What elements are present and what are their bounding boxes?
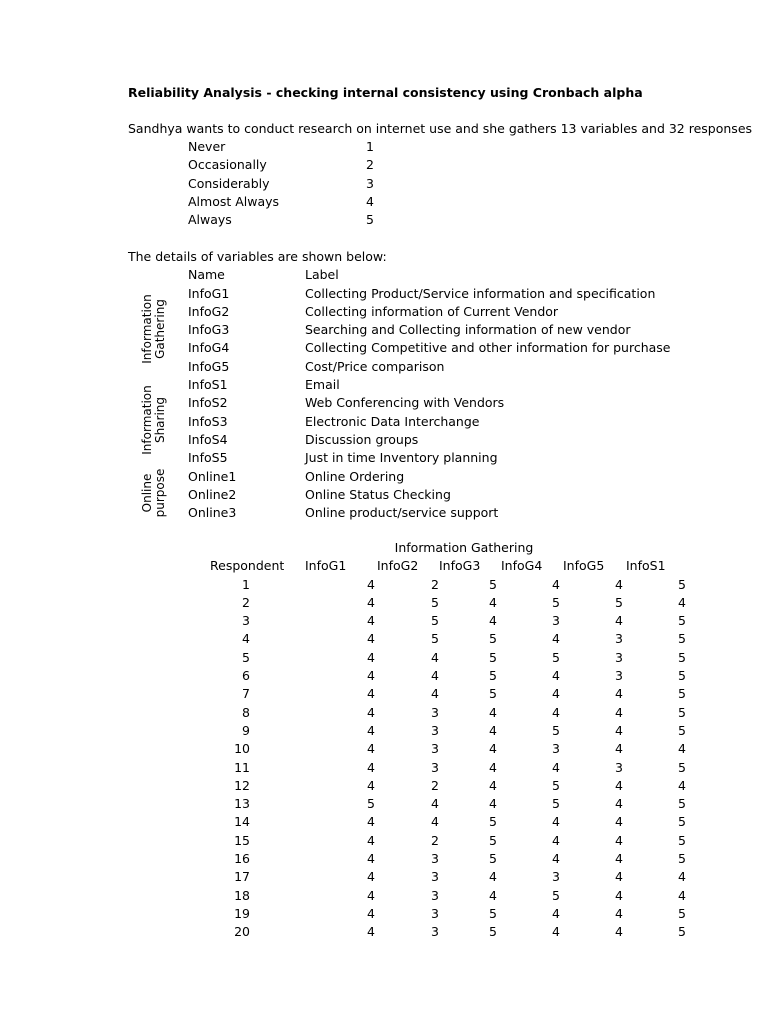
table-cell: 4 (489, 704, 497, 720)
table-cell: 5 (489, 668, 497, 683)
table-cell: 4 (678, 887, 686, 903)
table-cell: 2 (431, 777, 439, 793)
variable-name: InfoG1 (188, 285, 230, 301)
table-cell: 3 (615, 668, 623, 683)
table-cell: 5 (489, 631, 497, 647)
table-cell: 5 (678, 722, 686, 738)
scale-label: Occasionally (188, 157, 267, 173)
group-label (141, 448, 169, 538)
table-cell: 5 (489, 649, 497, 665)
table-cell: 4 (489, 741, 497, 757)
table-cell: 4 (615, 686, 623, 702)
group-label-line: Gathering (153, 299, 167, 359)
variable-name: InfoG2 (188, 303, 230, 319)
variable-name: InfoG5 (188, 358, 230, 374)
table-cell: 4 (367, 631, 375, 647)
table-cell: 3 (431, 722, 439, 738)
table-cell: 4 (552, 576, 560, 592)
table-cell: 3 (552, 869, 560, 885)
scale-value: 2 (366, 157, 374, 173)
table-cell: 3 (431, 851, 439, 866)
table-cell: 4 (431, 686, 439, 702)
variable-label: Online Ordering (305, 468, 405, 484)
table-header: InfoG1 (305, 558, 347, 573)
table-cell: 4 (678, 777, 686, 793)
table-cell: 4 (489, 869, 497, 885)
table-cell: 4 (367, 594, 375, 610)
table-cell: 2 (431, 832, 439, 848)
table-cell: 5 (552, 796, 560, 812)
table-cell: 5 (678, 924, 686, 940)
table-cell: 5 (367, 796, 375, 812)
table-cell: 4 (552, 905, 560, 921)
table-cell: 5 (678, 796, 686, 812)
table-cell: 5 (489, 576, 497, 592)
table-cell: 5 (678, 613, 686, 629)
table-cell: 2 (431, 576, 439, 592)
table-cell: 5 (552, 777, 560, 793)
table-cell: 4 (367, 887, 375, 903)
table-cell: 5 (489, 851, 497, 866)
group-label-line: Online (140, 473, 154, 513)
respondent-id: 9 (242, 722, 250, 738)
table-cell: 4 (552, 851, 560, 866)
page-title: Reliability Analysis - checking internal consistency using Cronbach alpha (128, 85, 643, 100)
respondent-id: 17 (234, 869, 250, 885)
table-cell: 4 (615, 796, 623, 812)
variable-label: Collecting Competitive and other information for purchase (305, 340, 671, 356)
table-cell: 5 (678, 668, 686, 683)
table-cell: 5 (552, 887, 560, 903)
scale-value: 3 (366, 175, 374, 191)
table-cell: 4 (615, 741, 623, 757)
table-cell: 4 (367, 741, 375, 757)
table-cell: 5 (431, 594, 439, 610)
group-label (141, 284, 169, 374)
table-cell: 4 (367, 814, 375, 830)
table-cell: 4 (489, 613, 497, 629)
table-cell: 4 (367, 851, 375, 866)
table-cell: 4 (678, 594, 686, 610)
table-header: InfoG4 (501, 558, 543, 573)
table-header: InfoG5 (563, 558, 605, 573)
variable-label: Electronic Data Interchange (305, 413, 480, 429)
variable-name: InfoS1 (188, 377, 228, 392)
group-label-line: Sharing (153, 396, 167, 444)
table-cell: 4 (615, 887, 623, 903)
table-cell: 4 (431, 649, 439, 665)
table-cell: 4 (489, 887, 497, 903)
table-cell: 5 (431, 613, 439, 629)
table-cell: 5 (489, 905, 497, 921)
table-cell: 4 (615, 814, 623, 830)
table-cell: 4 (552, 686, 560, 702)
respondent-id: 15 (234, 832, 250, 848)
table-cell: 4 (615, 722, 623, 738)
table-cell: 4 (552, 832, 560, 848)
variable-name: Online1 (188, 468, 237, 484)
scale-value: 1 (366, 139, 374, 154)
variable-label: Collecting information of Current Vendor (305, 303, 559, 319)
table-cell: 4 (431, 668, 439, 683)
respondent-id: 8 (242, 704, 250, 720)
table-cell: 3 (431, 905, 439, 921)
table-cell: 4 (615, 869, 623, 885)
respondent-id: 14 (234, 814, 250, 830)
details-heading: The details of variables are shown below: (128, 249, 387, 264)
respondent-id: 13 (234, 796, 250, 812)
table-header: InfoG2 (377, 558, 419, 573)
table-cell: 4 (367, 576, 375, 592)
respondent-id: 2 (242, 594, 250, 610)
table-cell: 4 (615, 613, 623, 629)
respondent-id: 12 (234, 777, 250, 793)
table-cell: 4 (367, 686, 375, 702)
table-cell: 3 (431, 741, 439, 757)
table-cell: 5 (678, 905, 686, 921)
variable-label: Discussion groups (305, 431, 419, 447)
table-cell: 5 (678, 631, 686, 647)
table-cell: 4 (367, 759, 375, 775)
table-cell: 4 (615, 851, 623, 866)
variable-name: InfoS2 (188, 395, 228, 411)
variable-label: Collecting Product/Service information and specification (305, 285, 656, 301)
table-header: InfoS1 (626, 558, 666, 573)
respondent-id: 10 (234, 741, 250, 757)
table-cell: 4 (615, 777, 623, 793)
table-cell: 5 (678, 851, 686, 866)
variable-label: Online Status Checking (305, 486, 451, 502)
table-cell: 4 (431, 796, 439, 812)
table-cell: 4 (615, 924, 623, 940)
table-cell: 5 (615, 594, 623, 610)
table-cell: 3 (615, 649, 623, 665)
variable-label: Cost/Price comparison (305, 358, 445, 374)
respondent-id: 7 (242, 686, 250, 702)
variable-name: InfoS3 (188, 413, 228, 429)
name-column-header: Name (188, 267, 225, 282)
table-cell: 3 (431, 924, 439, 940)
table-cell: 3 (431, 887, 439, 903)
variable-name: Online3 (188, 505, 237, 521)
table-cell: 3 (552, 741, 560, 757)
table-cell: 5 (552, 594, 560, 610)
table-cell: 4 (431, 814, 439, 830)
table-cell: 4 (615, 905, 623, 921)
table-cell: 5 (489, 924, 497, 940)
table-cell: 5 (678, 759, 686, 775)
group-label-line: purpose (153, 468, 167, 518)
table-cell: 4 (367, 777, 375, 793)
variable-name: InfoS4 (188, 431, 228, 447)
table-cell: 5 (489, 814, 497, 830)
table-cell: 4 (615, 704, 623, 720)
table-cell: 4 (489, 759, 497, 775)
table-cell: 4 (367, 832, 375, 848)
group-label-line: Information (140, 294, 154, 364)
variable-label: Online product/service support (305, 505, 499, 521)
table-cell: 3 (615, 631, 623, 647)
scale-label: Always (188, 212, 232, 228)
table-cell: 4 (678, 869, 686, 885)
variable-label: Just in time Inventory planning (305, 450, 498, 466)
table-cell: 4 (489, 594, 497, 610)
table-cell: 4 (552, 631, 560, 647)
table-cell: 4 (367, 905, 375, 921)
table-cell: 4 (367, 613, 375, 629)
respondent-id: 6 (242, 668, 250, 683)
table-header: InfoG3 (439, 558, 481, 573)
intro-text: Sandhya wants to conduct research on internet use and she gathers 13 variables and 32 responses (128, 121, 753, 136)
table-cell: 4 (615, 576, 623, 592)
table-cell: 3 (431, 704, 439, 720)
respondent-id: 4 (242, 631, 250, 647)
variable-label: Searching and Collecting information of new vendor (305, 322, 631, 338)
table-cell: 5 (678, 576, 686, 592)
table-cell: 5 (489, 686, 497, 702)
table-group-header: Information Gathering (394, 540, 534, 555)
table-cell: 4 (367, 869, 375, 885)
table-header: Respondent (210, 558, 285, 573)
table-cell: 5 (552, 722, 560, 738)
table-cell: 4 (552, 759, 560, 775)
scale-label: Considerably (188, 175, 270, 191)
table-cell: 3 (615, 759, 623, 775)
table-cell: 4 (552, 924, 560, 940)
scale-value: 4 (366, 193, 374, 209)
table-cell: 5 (678, 649, 686, 665)
table-cell: 4 (552, 814, 560, 830)
respondent-id: 3 (242, 613, 250, 629)
variable-name: InfoG4 (188, 340, 230, 356)
table-cell: 4 (367, 649, 375, 665)
respondent-id: 18 (234, 887, 250, 903)
table-cell: 5 (678, 704, 686, 720)
table-cell: 4 (615, 832, 623, 848)
table-cell: 4 (552, 668, 560, 683)
table-cell: 5 (552, 649, 560, 665)
table-cell: 4 (552, 704, 560, 720)
scale-label: Never (188, 139, 226, 154)
table-cell: 5 (678, 686, 686, 702)
variable-label: Email (305, 377, 340, 392)
variable-label: Web Conferencing with Vendors (305, 395, 505, 411)
table-cell: 4 (367, 924, 375, 940)
table-cell: 4 (367, 668, 375, 683)
table-cell: 5 (431, 631, 439, 647)
table-cell: 4 (367, 722, 375, 738)
table-cell: 5 (678, 814, 686, 830)
table-cell: 4 (489, 777, 497, 793)
respondent-id: 19 (234, 905, 250, 921)
table-cell: 5 (489, 832, 497, 848)
table-cell: 4 (678, 741, 686, 757)
respondent-id: 20 (234, 924, 250, 940)
group-label-line: Information (140, 385, 154, 455)
respondent-id: 5 (242, 649, 250, 665)
scale-label: Almost Always (188, 193, 280, 209)
table-cell: 5 (678, 832, 686, 848)
respondent-id: 1 (242, 576, 250, 592)
scale-value: 5 (366, 212, 374, 228)
table-cell: 4 (489, 796, 497, 812)
respondent-id: 16 (234, 851, 250, 866)
label-column-header: Label (305, 267, 339, 282)
variable-name: InfoG3 (188, 322, 230, 338)
table-cell: 3 (552, 613, 560, 629)
table-cell: 3 (431, 759, 439, 775)
table-cell: 3 (431, 869, 439, 885)
table-cell: 4 (367, 704, 375, 720)
variable-name: InfoS5 (188, 450, 228, 466)
table-cell: 4 (489, 722, 497, 738)
variable-name: Online2 (188, 486, 237, 502)
respondent-id: 11 (234, 759, 250, 775)
